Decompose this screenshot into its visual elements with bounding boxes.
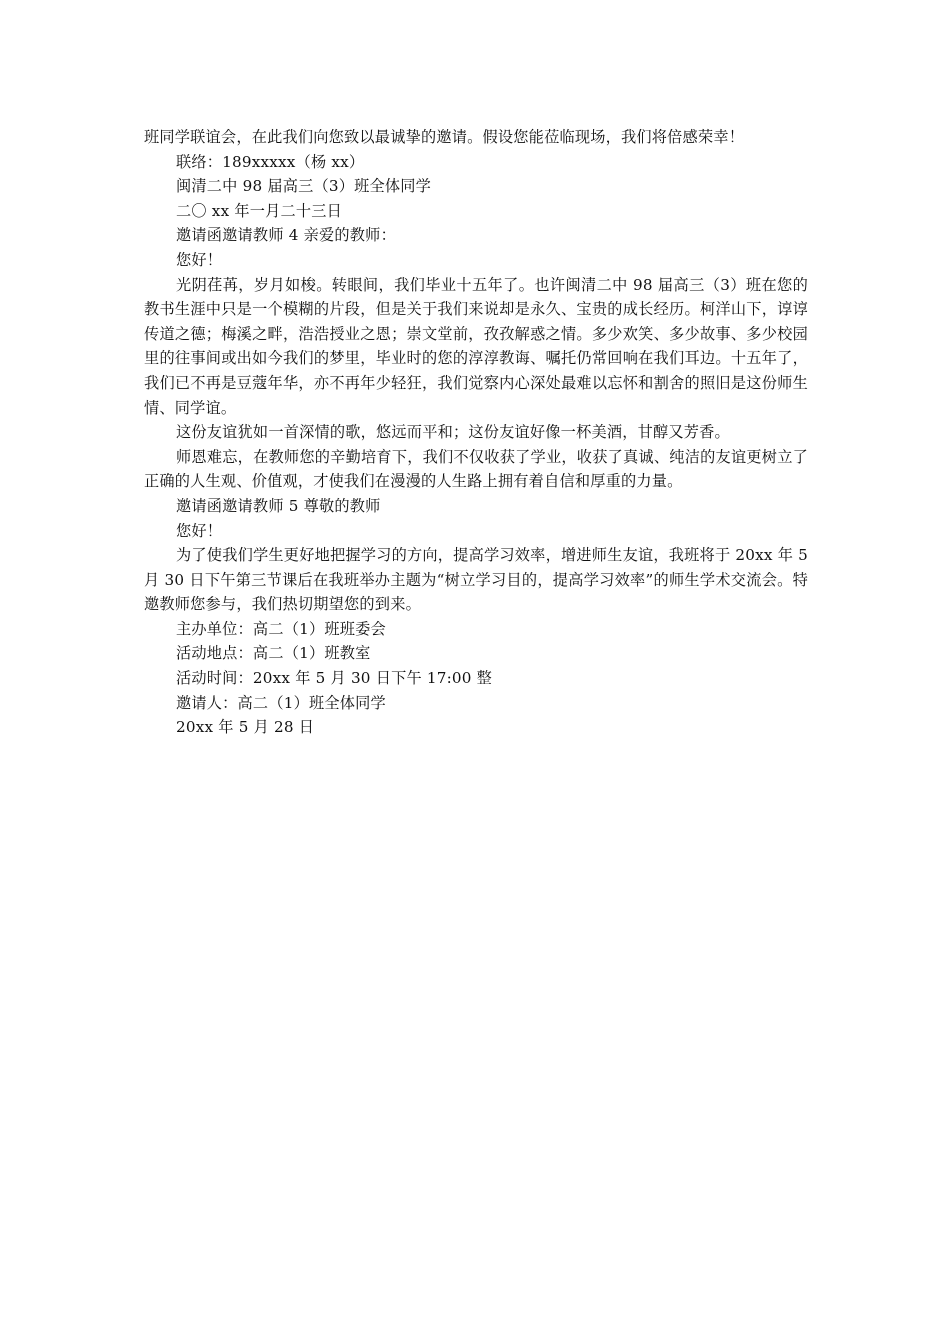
paragraph-organizer: 主办单位：高二（1）班班委会 [176,619,386,638]
paragraph-heading-4: 邀请函邀请教师 4 亲爱的教师： [176,226,396,245]
paragraph-inviter: 邀请人：高二（1）班全体同学 [176,693,386,712]
paragraph-body: 师恩难忘，在教师您的辛勤培育下，我们不仅收获了学业，收获了真诚、纯洁的友谊更树立了正确的人生观、价值观，才使我们在漫漫的人生路上拥有着自信和厚重的力量。 [144,447,808,491]
paragraph-signature: 闽清二中 98 届高三（3）班全体同学 [176,177,432,196]
paragraph-date: 20xx 年 5 月 28 日 [176,718,315,737]
paragraph-greeting: 您好！ [176,521,223,540]
paragraph-heading-5: 邀请函邀请教师 5 尊敬的教师 [176,496,381,515]
paragraph-time: 活动时间：20xx 年 5 月 30 日下午 17:00 整 [176,669,493,688]
paragraph-greeting: 您好！ [176,250,223,269]
document-body [144,125,808,740]
paragraph-body: 光阴荏苒，岁月如梭。转眼间，我们毕业十五年了。也许闽清二中 98 届高三（3）班在您的教书生涯中只是一个模糊的片段，但是关于我们来说却是永久、宝贵的成长经历。柯洋山下，谆谆传道之德；梅溪之畔，浩浩授业之恩；崇文堂前，孜孜解惑之情。多少欢笑、多少故事、多少校园里的往事间或出如今我们的梦里，毕业时的您的淳淳教诲、嘱托仍常回响在我们耳边。十五年了，我们已不再是豆蔻年华，亦不再年少轻狂，我们觉察内心深处最难以忘怀和割舍的照旧是这份师生情、同学谊。 [144,275,808,417]
paragraph-date: 二〇 xx 年一月二十三日 [176,201,343,220]
paragraph-contact: 联络：189xxxxx（杨 xx） [176,152,365,171]
paragraph-location: 活动地点：高二（1）班教室 [176,644,371,663]
paragraph-body: 为了使我们学生更好地把握学习的方向，提高学习效率，增进师生友谊，我班将于 20xx 年 5 月 30 日下午第三节课后在我班举办主题为“树立学习目的，提高学习效率”的师生学术交流会。特邀教师您参与，我们热切期望您的到来。 [144,546,808,614]
paragraph-body: 这份友谊犹如一首深情的歌，悠远而平和；这份友谊好像一杯美酒，甘醇又芳香。 [176,423,730,442]
paragraph-intro-continuation: 班同学联谊会，在此我们向您致以最诚挚的邀请。假设您能莅临现场，我们将倍感荣幸！ [144,128,745,146]
